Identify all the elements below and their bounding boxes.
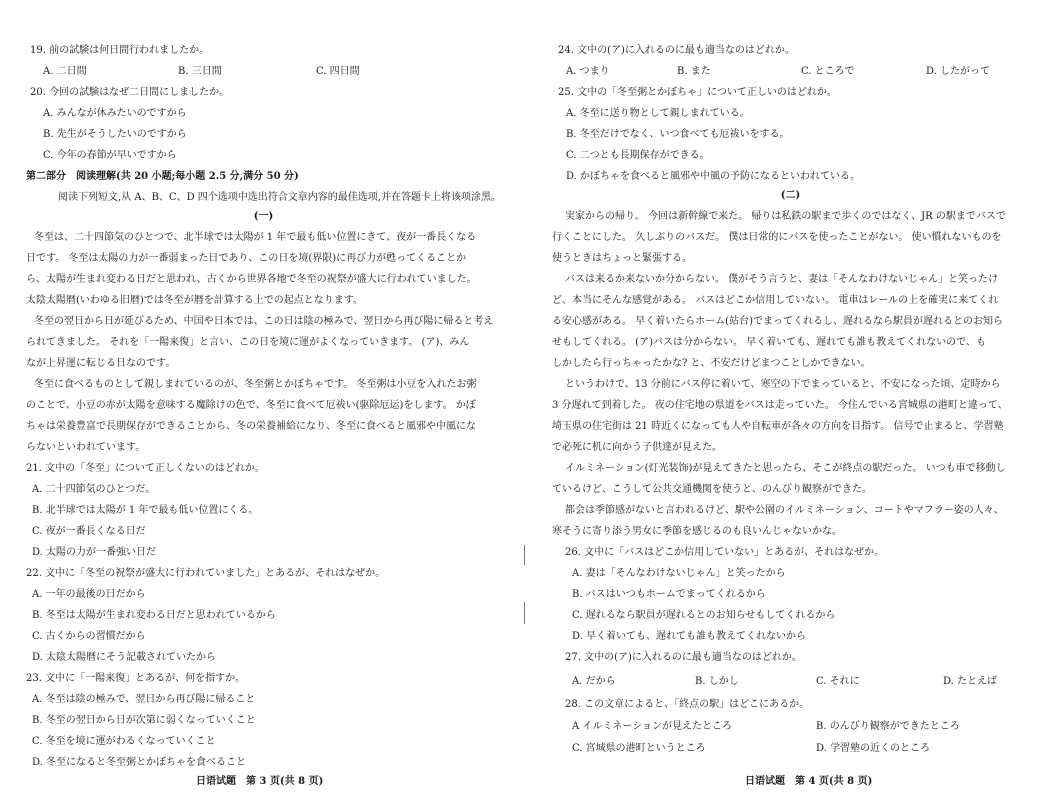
q20-stem: 20. 今回の試験はなぜ二日間にしましたか。 [30,87,230,98]
q19-option-c: C. 四日間 [316,66,360,77]
q27-option-a: A. だから [572,676,616,687]
fold-mark [524,545,525,565]
q27-option-c: C. それに [816,676,860,687]
passage1-line: ちゃは栄養豊富で長期保存ができることから、冬の栄養補給になり、冬至に食べると風邪や中風にな [26,421,476,432]
q28-option-b: B. のんびり観察ができたところ [816,721,960,732]
passage2-line: バスは来るか来ないか分からない。 僕がそう言うと、妻は「そんなわけないじゃん」と笑ったけ [565,274,999,285]
passage1-line: ら、太陽が生まれ変わる日だと思われ、古くから世界各地で冬至の祝祭が盛大に行われていました。 [26,274,477,285]
q28-option-d: D. 学習塾の近くのところ [816,743,931,754]
q28-option-a: A イルミネーションが見えたところ [572,721,733,732]
q25-option-a: A. 冬至に送り物として親しまれている。 [566,108,750,119]
fold-mark [524,602,525,624]
passage1-line: 冬至は、二十四節気のひとつで、北半球では太陽が 1 年で最も低い位置にきて、夜が一番長くなる [34,232,477,243]
q27-option-b: B. しかし [695,676,739,687]
q21-option-b: B. 北半球では太陽が 1 年で最も低い位置にくる。 [32,505,259,516]
q21-option-c: C. 夜が一番長くなる日だ [32,526,146,537]
q28-option-c: C. 宮城県の港町というところ [572,743,706,754]
passage2-line: 実家からの帰り。 今回は新幹線で来た。 帰りは私鉄の駅まで歩くのではなく、JR の駅までバスで [565,211,1006,222]
section-2-heading: (二) [780,190,801,201]
right-page [527,0,1054,800]
q28-stem: 28. この文章によると、「終点の駅」はどこにあるか。 [565,699,810,710]
page-footer-left: 日语试题 第 3 页(共 8 页) [196,776,324,787]
passage1-line: 冬至に食べるものとして親しまれているのが、冬至粥とかぼちゃです。 冬至粥は小豆を入れたお粥 [34,379,477,390]
passage2-line: で必死に机に向かう子供達が見えた。 [552,442,722,453]
q23-option-a: A. 冬至は陰の極みで、翌日から再び陽に帰ること [32,694,256,705]
q24-option-a: A. つまり [566,66,610,77]
q25-option-c: C. 二つとも長期保存ができる。 [566,150,710,161]
q23-stem: 23. 文中に「一陽来復」とあるが、何を指すか。 [26,673,246,684]
passage2-line: 使うときはちょっと緊張する。 [552,253,692,264]
section-1-heading: (一) [253,211,274,222]
passage1-line: らないといわれています。 [26,442,146,453]
passage2-line: ているけど、こうして公共交通機関を使うと、のんびり観察ができた。 [552,484,872,495]
q26-option-c: C. 遅れるなら駅員が遅れるとのお知らせもしてくれるから [572,610,836,621]
passage1-line: 太陰太陽暦(いわゆる旧暦)では冬至が暦を計算する上での起点となります。 [26,295,364,306]
q26-option-b: B. バスはいつもホームでまってくれるから [572,589,766,600]
passage1-line: のことで、小豆の赤が太陽を意味する魔除けの色で、冬至に食べて厄祓い(驱除厄运)をします。 かぼ [26,400,476,411]
passage1-line: 冬至の翌日から日が延びるため、中国や日本では、この日は陰の極みで、翌日から再び陽に帰ると考え [34,316,494,327]
q24-option-d: D. したがって [926,66,991,77]
passage2-line: というわけで、13 分前にバス停に着いて、寒空の下でまっていると、不安になった頃、定時から [565,379,1001,390]
q21-option-d: D. 太陽の力が一番強い日だ [32,547,157,558]
passage2-line: 行くことにした。 久しぶりのバスだ。 僕は日常的にバスを使ったことがない。 使い慣れないものを [552,232,1002,243]
q26-option-a: A. 妻は「そんなわけないじゃん」と笑ったから [572,568,786,579]
page-footer-right: 日语试题 第 4 页(共 8 页) [745,776,873,787]
passage1-line: 日です。 冬至は太陽の力が一番弱まった日であり、この日を境(界限)に再び力が甦ってくることか [26,253,467,264]
passage2-line: しかしたら行っちゃったかな? と、不安だけどまつことしかできない。 [552,358,871,369]
q24-option-c: C. ところで [801,66,855,77]
passage2-line: イルミネーション(灯光装饰)が見えてきたと思ったら、そこが終点の駅だった。 いつも車で移動し [565,463,1006,474]
q22-stem: 22. 文中に「冬至の祝祭が盛大に行われていました」とあるが、それはなぜか。 [26,568,386,579]
passage2-line: 3 分遅れて到着した。 夜の住宅地の県道をバスは走っていた。 今住んでいる宮城県の港町と違って、 [552,400,1008,411]
q27-option-d: D. たとえば [943,676,998,687]
q26-option-d: D. 早く着いても、遅れても誰も教えてくれないから [572,631,807,642]
q20-option-a: A. みんなが休みたいのですから [43,108,187,119]
q27-stem: 27. 文中の(ア)に入れるのに最も適当なのはどれか。 [565,652,802,663]
q22-option-d: D. 太陰太陽暦にそう記載されていたから [32,652,217,663]
q22-option-b: B. 冬至は太陽が生まれ変わる日だと思われているから [32,610,276,621]
q20-option-c: C. 今年の春節が早いですから [43,150,177,161]
q23-option-b: B. 冬至の翌日から日が次第に弱くなっていくこと [32,715,256,726]
q24-option-b: B. また [677,66,711,77]
q21-stem: 21. 文中の「冬至」について正しくないのはどれか。 [26,463,265,474]
part2-heading: 第二部分 阅读理解(共 20 小题;每小题 2.5 分,满分 50 分) [26,171,299,182]
q19-option-b: B. 三日間 [178,66,222,77]
q22-option-a: A. 一年の最後の日だから [32,589,146,600]
q23-option-c: C. 冬至を境に運がわるくなっていくこと [32,736,216,747]
q25-stem: 25. 文中の「冬至粥とかぼちゃ」について正しいのはどれか。 [558,87,837,98]
q21-option-a: A. 二十四節気のひとつだ。 [32,484,156,495]
passage2-line: 寒そうに寄り添う男女に季節を感じるのも良いんじゃないかな。 [552,526,842,537]
passage2-line: 埼玉県の住宅街は 21 時近くになっても人や自転車が各々の方向を目指す。 信号で止まると、学習塾 [552,421,1004,432]
q23-option-d: D. 冬至になると冬至粥とかぼちゃを食べること [32,757,247,768]
passage2-line: ど、本当にそんな感覚がある。 バスはどこか信用していない。 電車はレールの上を確実に来てくれ [552,295,999,306]
q22-option-c: C. 古くからの習慣だから [32,631,146,642]
passage1-line: なが上昇運に転じる日なのです。 [26,358,176,369]
q19-stem: 19. 前の試験は何日間行われましたか。 [30,45,210,56]
q24-stem: 24. 文中の(ア)に入れるのに最も適当なのはどれか。 [558,45,795,56]
q25-option-d: D. かぼちゃを食べると風邪や中風の予防になるといわれている。 [566,171,861,182]
q20-option-b: B. 先生がそうしたいのですから [43,129,187,140]
part2-instruction: 阅读下列短文,从 A、B、C、D 四个选项中选出符合文章内容的最佳选项,并在答题卡上将该项涂黑。 [58,192,501,203]
passage2-line: せもしてくれる。 (ア)バスは分からない。 早く着いても、遅れても誰も教えてくれないので、も [552,337,986,348]
passage1-line: られてきました。 それを「一陽来復」と言い、この日を境に運がよくなっていきます。 (ア)、みん [26,337,470,348]
q26-stem: 26. 文中に「バスはどこか信用していない」とあるが、それはなぜか。 [565,547,885,558]
passage2-line: 都会は季節感がないと言われるけど、駅や公園のイルミネーション、コートやマフラー姿の人々、 [565,505,1004,516]
passage2-line: る安心感がある。 早く着いたらホーム(站台)でまってくれるし、遅れるなら駅員が遅れるとのお知ら [552,316,1003,327]
q19-option-a: A. 二日間 [43,66,87,77]
q25-option-b: B. 冬至だけでなく、いつ食べても厄祓いをする。 [566,129,790,140]
